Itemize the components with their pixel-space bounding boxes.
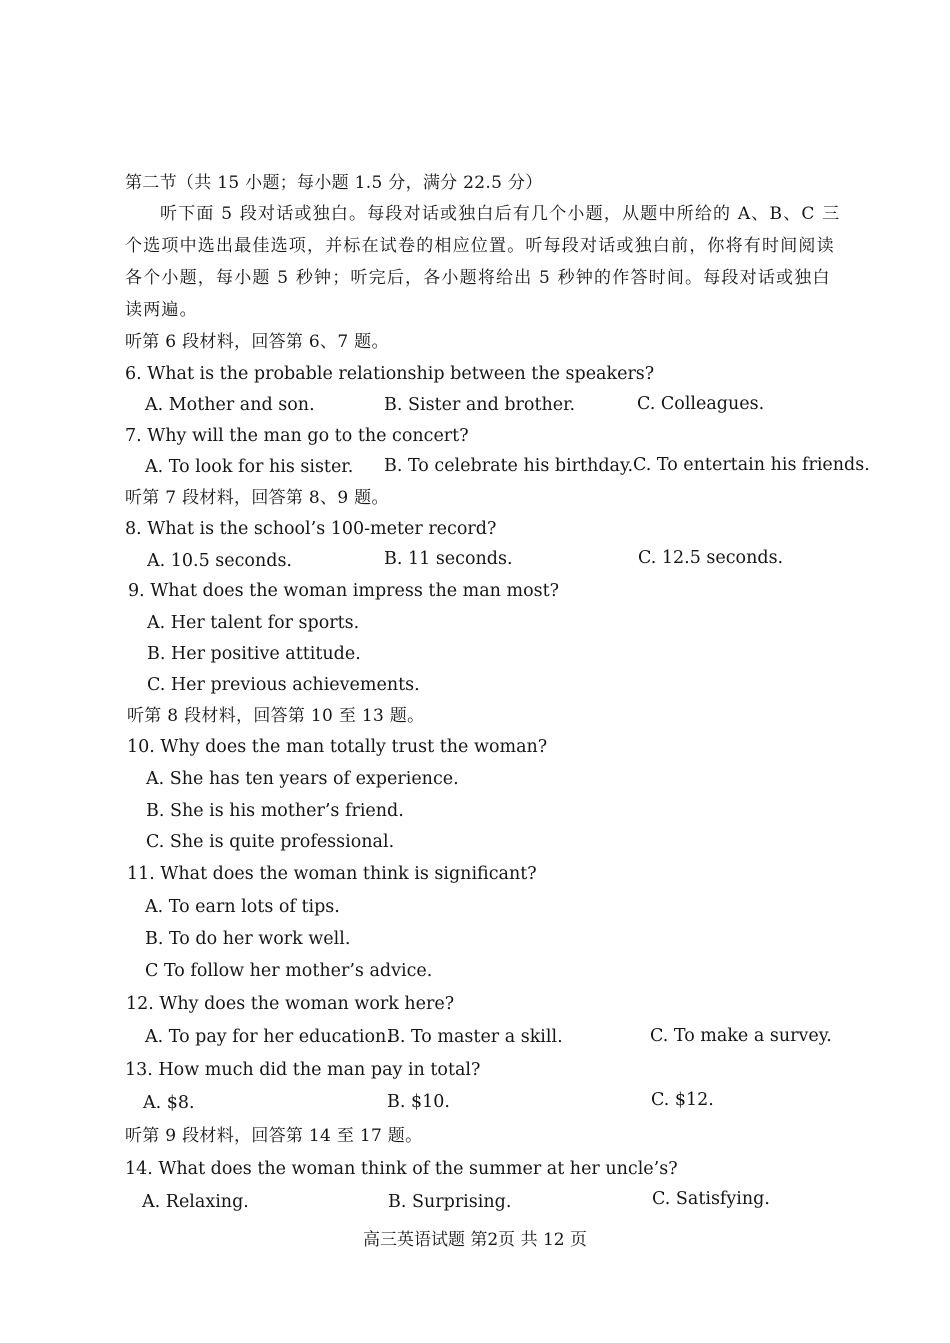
question-8-stem: 8. What is the school’s 100-meter record? — [125, 519, 497, 539]
question-9-stem: 9. What does the woman impress the man most? — [128, 581, 560, 601]
question-11-option-b[interactable]: B. To do her work well. — [145, 929, 351, 949]
question-10-option-c[interactable]: C. She is quite professional. — [146, 832, 395, 852]
material-6-heading: 听第 6 段材料，回答第 6、7 题。 — [125, 332, 389, 352]
question-10-option-b[interactable]: B. She is his mother’s friend. — [146, 801, 404, 821]
question-14-option-c[interactable]: C. Satisfying. — [652, 1189, 770, 1209]
question-12-option-c[interactable]: C. To make a survey. — [650, 1026, 832, 1046]
question-7-option-c[interactable]: C. To entertain his friends. — [633, 455, 870, 475]
question-6-option-c[interactable]: C. Colleagues. — [637, 394, 765, 414]
question-11-option-a[interactable]: A. To earn lots of tips. — [145, 897, 340, 917]
question-12-option-a[interactable]: A. To pay for her education. — [145, 1027, 392, 1047]
question-14-option-a[interactable]: A. Relaxing. — [142, 1192, 249, 1212]
section-header: 第二节（共 15 小题；每小题 1.5 分，满分 22.5 分） — [125, 173, 543, 193]
question-6-option-b[interactable]: B. Sister and brother. — [384, 395, 576, 415]
intro-line-3: 各个小题，每小题 5 秒钟；听完后，各小题将给出 5 秒钟的作答时间。每段对话或独白 — [125, 268, 831, 288]
question-13-option-b[interactable]: B. $10. — [387, 1092, 450, 1112]
question-9-option-c[interactable]: C. Her previous achievements. — [147, 675, 420, 695]
question-8-option-b[interactable]: B. 11 seconds. — [384, 549, 513, 569]
intro-line-2: 个选项中选出最佳选项，并标在试卷的相应位置。听每段对话或独白前，你将有时间阅读 — [125, 236, 835, 256]
question-12-stem: 12. Why does the woman work here? — [126, 994, 455, 1014]
material-9-heading: 听第 9 段材料，回答第 14 至 17 题。 — [125, 1126, 423, 1146]
question-10-stem: 10. Why does the man totally trust the woman? — [127, 737, 548, 757]
question-6-option-a[interactable]: A. Mother and son. — [145, 395, 315, 415]
question-13-option-a[interactable]: A. $8. — [143, 1093, 195, 1113]
page-footer: 高三英语试题 第2页 共 12 页 — [362, 1230, 588, 1250]
question-9-option-a[interactable]: A. Her talent for sports. — [147, 613, 360, 633]
question-12-option-b[interactable]: B. To master a skill. — [387, 1027, 563, 1047]
question-7-option-b[interactable]: B. To celebrate his birthday. — [384, 456, 634, 476]
question-14-option-b[interactable]: B. Surprising. — [388, 1192, 512, 1212]
material-7-heading: 听第 7 段材料，回答第 8、9 题。 — [125, 488, 389, 508]
question-10-option-a[interactable]: A. She has ten years of experience. — [146, 769, 459, 789]
material-8-heading: 听第 8 段材料，回答第 10 至 13 题。 — [127, 706, 425, 726]
intro-line-1: 听下面 5 段对话或独白。每段对话或独白后有几个小题，从题中所给的 A、B、C 三 — [160, 204, 841, 224]
question-6-stem: 6. What is the probable relationship between the speakers? — [125, 364, 655, 384]
question-8-option-c[interactable]: C. 12.5 seconds. — [638, 548, 784, 568]
question-13-stem: 13. How much did the man pay in total? — [125, 1060, 481, 1080]
question-14-stem: 14. What does the woman think of the summer at her uncle’s? — [125, 1159, 678, 1179]
question-13-option-c[interactable]: C. $12. — [651, 1090, 714, 1110]
question-8-option-a[interactable]: A. 10.5 seconds. — [147, 551, 292, 571]
question-11-stem: 11. What does the woman think is significant? — [127, 864, 537, 884]
intro-line-4: 读两遍。 — [125, 300, 198, 320]
question-7-option-a[interactable]: A. To look for his sister. — [145, 457, 354, 477]
question-9-option-b[interactable]: B. Her positive attitude. — [147, 644, 361, 664]
question-11-option-c[interactable]: C To follow her mother’s advice. — [145, 961, 433, 981]
question-7-stem: 7. Why will the man go to the concert? — [125, 426, 469, 446]
